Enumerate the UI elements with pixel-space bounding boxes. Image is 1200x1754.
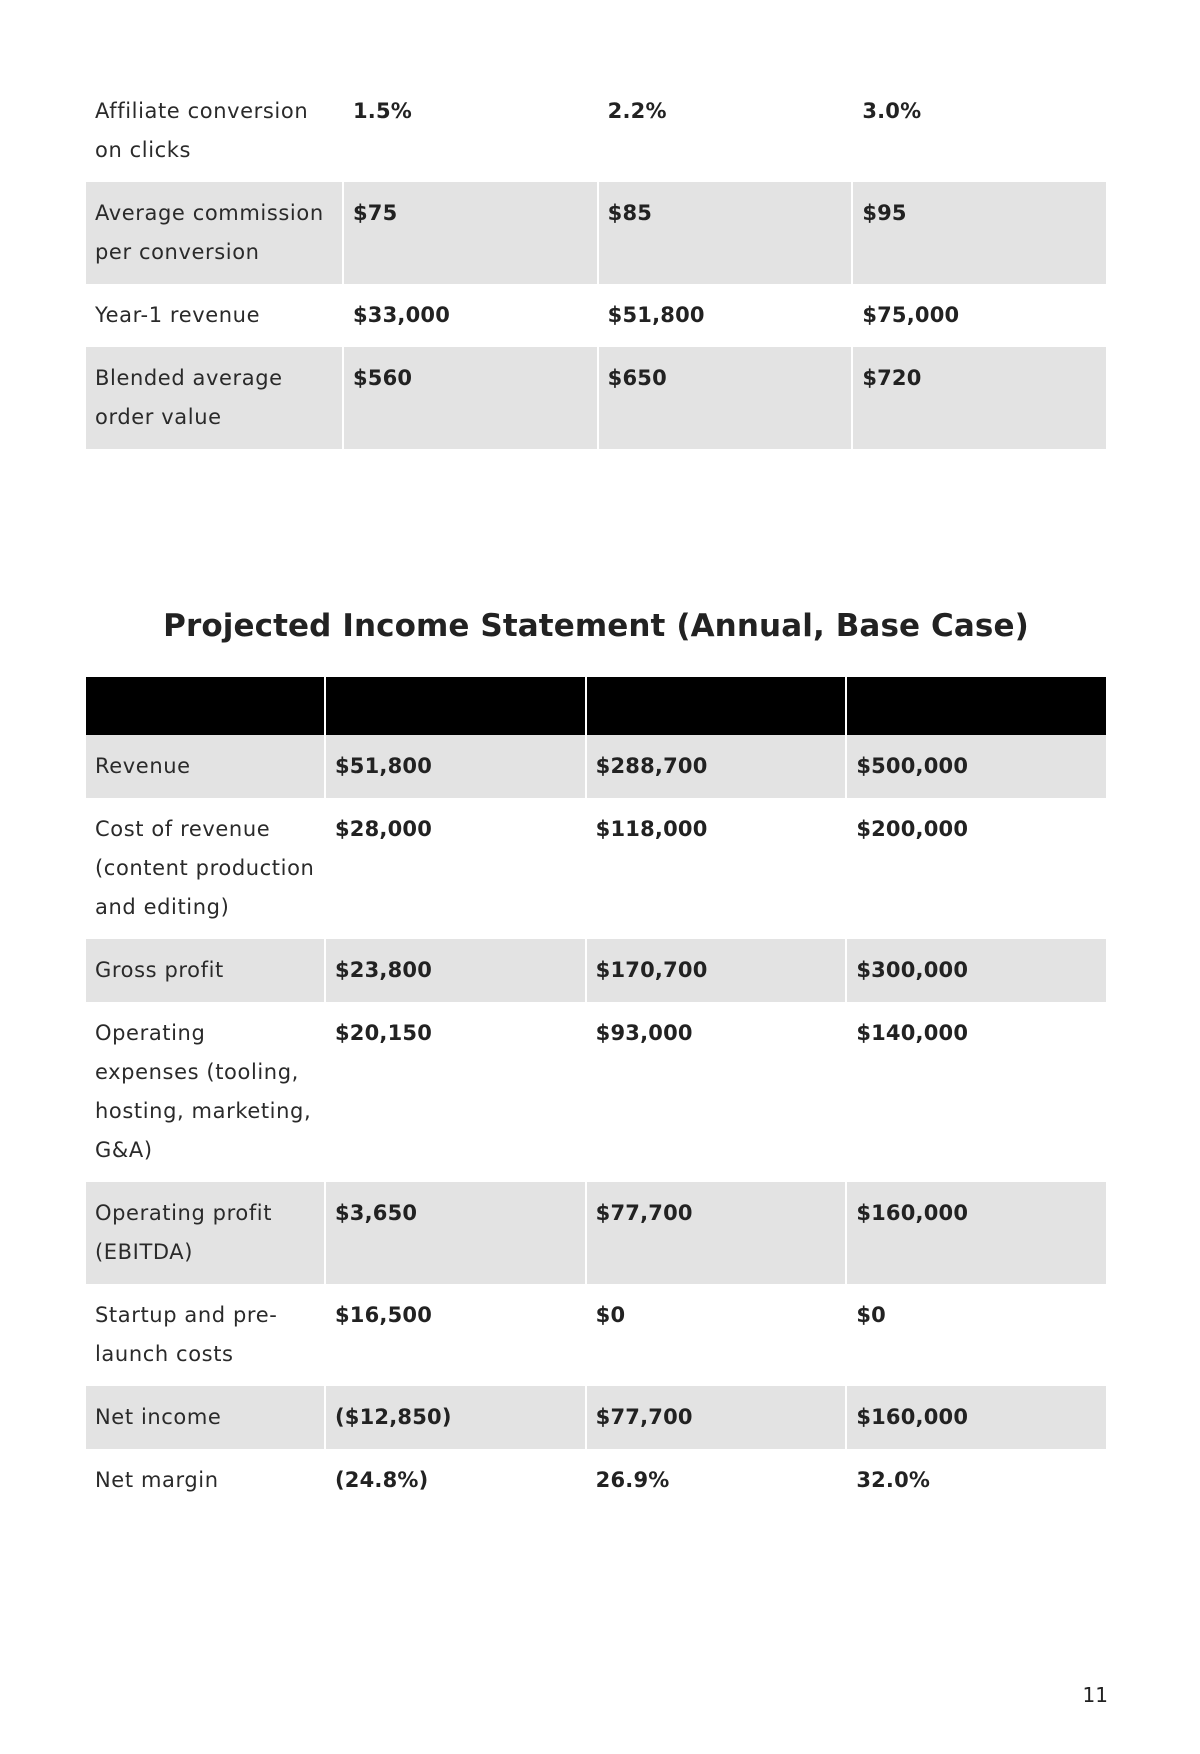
- row-label: Operating profit (EBITDA): [86, 1182, 324, 1284]
- cell-value: $16,500: [335, 1303, 433, 1327]
- page-number: 11: [1082, 1683, 1108, 1707]
- table-row: [86, 1182, 1106, 1284]
- cell-value: $95: [853, 182, 1106, 284]
- table-row: [86, 939, 1106, 1002]
- cell-value: $77,700: [587, 1386, 846, 1449]
- cell-value: $140,000: [856, 1021, 969, 1045]
- row-label: Startup and pre-launch costs: [95, 1303, 278, 1366]
- row-label: Revenue: [86, 735, 324, 798]
- cell-value: $75,000: [862, 303, 960, 327]
- cell-value: $75: [344, 182, 597, 284]
- cell-value: $170,700: [587, 939, 846, 1002]
- header-cell: [587, 677, 846, 735]
- cell-value: 3.0%: [862, 99, 922, 123]
- cell-value: 1.5%: [353, 99, 413, 123]
- header-cell: [847, 677, 1106, 735]
- cell-value: ($12,850): [326, 1386, 585, 1449]
- cell-value: $0: [856, 1303, 886, 1327]
- row-label: Blended average order value: [86, 347, 342, 449]
- cell-value: (24.8%): [335, 1468, 429, 1492]
- cell-value: $288,700: [587, 735, 846, 798]
- cell-value: $33,000: [353, 303, 451, 327]
- cell-value: $560: [344, 347, 597, 449]
- cell-value: $51,800: [607, 303, 705, 327]
- row-label: Gross profit: [86, 939, 324, 1002]
- table-row: [86, 735, 1106, 798]
- cell-value: $720: [853, 347, 1106, 449]
- cell-value: $85: [599, 182, 852, 284]
- cell-value: $160,000: [847, 1182, 1106, 1284]
- table-row: [86, 182, 1106, 284]
- cell-value: 32.0%: [856, 1468, 931, 1492]
- cell-value: $77,700: [587, 1182, 846, 1284]
- row-label: Year-1 revenue: [95, 303, 261, 327]
- cell-value: $650: [599, 347, 852, 449]
- table-row: [86, 347, 1106, 449]
- header-cell: [86, 677, 324, 735]
- row-label: Operating expenses (tooling, hosting, marketing, G&A): [95, 1021, 312, 1162]
- table-header-row: [86, 677, 1106, 735]
- row-label: Average commission per conversion: [86, 182, 342, 284]
- table-row: [86, 1386, 1106, 1449]
- table-row: [86, 1449, 1106, 1512]
- table-row: [86, 1284, 1106, 1386]
- section-title: Projected Income Statement (Annual, Base Case): [163, 608, 1029, 644]
- cell-value: $3,650: [326, 1182, 585, 1284]
- table-row: [86, 1002, 1106, 1182]
- row-label: Net income: [86, 1386, 324, 1449]
- cell-value: $300,000: [847, 939, 1106, 1002]
- cell-value: $160,000: [847, 1386, 1106, 1449]
- row-label: Net margin: [95, 1468, 219, 1492]
- table-row: [86, 90, 1106, 182]
- cell-value: $28,000: [335, 817, 433, 841]
- cell-value: $0: [595, 1303, 626, 1327]
- cell-value: $93,000: [595, 1021, 693, 1045]
- row-label: Cost of revenue (content production and editing): [95, 817, 315, 919]
- income-statement-table: [84, 677, 1108, 1512]
- cell-value: $23,800: [326, 939, 585, 1002]
- cell-value: $200,000: [856, 817, 969, 841]
- table-row: [86, 284, 1106, 347]
- table-row: [86, 798, 1106, 939]
- row-label: Affiliate conversion on clicks: [95, 99, 309, 162]
- cell-value: 2.2%: [607, 99, 667, 123]
- header-cell: [326, 677, 585, 735]
- cell-value: $118,000: [595, 817, 708, 841]
- cell-value: $51,800: [326, 735, 585, 798]
- cell-value: $500,000: [847, 735, 1106, 798]
- cell-value: $20,150: [335, 1021, 433, 1045]
- assumptions-table: [84, 90, 1108, 449]
- cell-value: 26.9%: [595, 1468, 670, 1492]
